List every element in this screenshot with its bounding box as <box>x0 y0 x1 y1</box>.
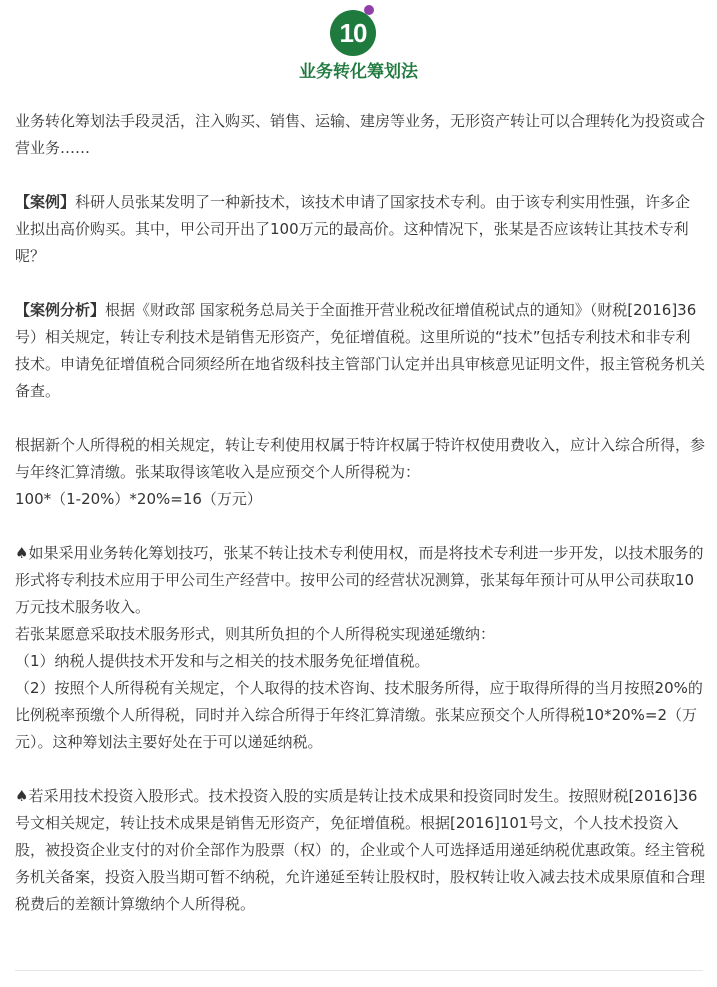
point-1: （1）纳税人提供技术开发和与之相关的技术服务免征增值税。 <box>15 652 430 670</box>
analysis-tag: 【案例分析】 <box>15 301 106 319</box>
formula-line: 100*（1-20%）*20%=16（万元） <box>15 490 262 508</box>
section-number-badge: 10 <box>330 10 376 56</box>
section-header <box>0 0 717 90</box>
case-paragraph <box>15 189 705 270</box>
case-text: 科研人员张某发明了一种新技术，该技术申请了国家技术专利。由于该专利实用性强，许多企业拟出高价购买。其中，甲公司开出了100万元的最高价。这种情况下，张某是否应该转让其技术专利呢？ <box>15 193 691 265</box>
decorative-dot-icon <box>364 5 374 15</box>
investment-option-paragraph: ♠若采用技术投资入股形式。技术投资入股的实质是转让技术成果和投资同时发生。按照财税[2016]36号文相关规定，转让技术成果是销售无形资产，免征增值税。根据[2016]101号文，个人技术投资入股，被投资企业支付的对价全部作为股票（权）的，企业或个人可选择适用递延纳税优惠政策。经主管税务机关备案，投资入股当期可暂不纳税，允许递延至转让股权时，股权转让收入减去技术成果原值和合理税费后的差额计算缴纳个人所得税。 <box>15 787 706 913</box>
analysis-text: 根据《财政部 国家税务总局关于全面推开营业税改征增值税试点的通知》（财税[2016]36号）相关规定，转让专利技术是销售无形资产，免征增值税。这里所说的“技术”包括专利技术和非专利技术。申请免征增值税合同须经所在地省级科技主管部门认定并出具审核意见证明文件，报主管税务机关备查。 <box>15 301 706 400</box>
bottom-divider <box>15 970 703 971</box>
article-body <box>15 108 705 918</box>
section-title: 业务转化筹划法 <box>299 62 418 82</box>
income-tax-paragraph: 根据新个人所得税的相关规定，转让专利使用权属于特许权属于特许权使用费收入，应计入综合所得，参与年终汇算清缴。张某取得该笔收入是应预交个人所得税为： <box>15 436 706 481</box>
analysis-paragraph <box>15 297 705 405</box>
case-tag: 【案例】 <box>15 193 76 211</box>
intro-paragraph: 业务转化筹划法手段灵活，注入购买、销售、运输、建房等业务，无形资产转让可以合理转化为投资或合营业务…… <box>15 112 706 157</box>
service-option-paragraph: ♠如果采用业务转化筹划技巧，张某不转让技术专利使用权，而是将技术专利进一步开发，以技术服务的形式将专利技术应用于甲公司生产经营中。按甲公司的经营状况测算，张某每年预计可从甲公司获取10万元技术服务收入。 <box>15 544 704 616</box>
point-2: （2）按照个人所得税有关规定，个人取得的技术咨询、技术服务所得，应于取得所得的当月按照20%的比例税率预缴个人所得税，同时并入综合所得于年终汇算清缴。张某应预交个人所得税10*20%=2（万元）。这种筹划法主要好处在于可以递延纳税。 <box>15 679 703 751</box>
service-deferral-paragraph: 若张某愿意采取技术服务形式，则其所负担的个人所得税实现递延缴纳： <box>15 625 496 643</box>
